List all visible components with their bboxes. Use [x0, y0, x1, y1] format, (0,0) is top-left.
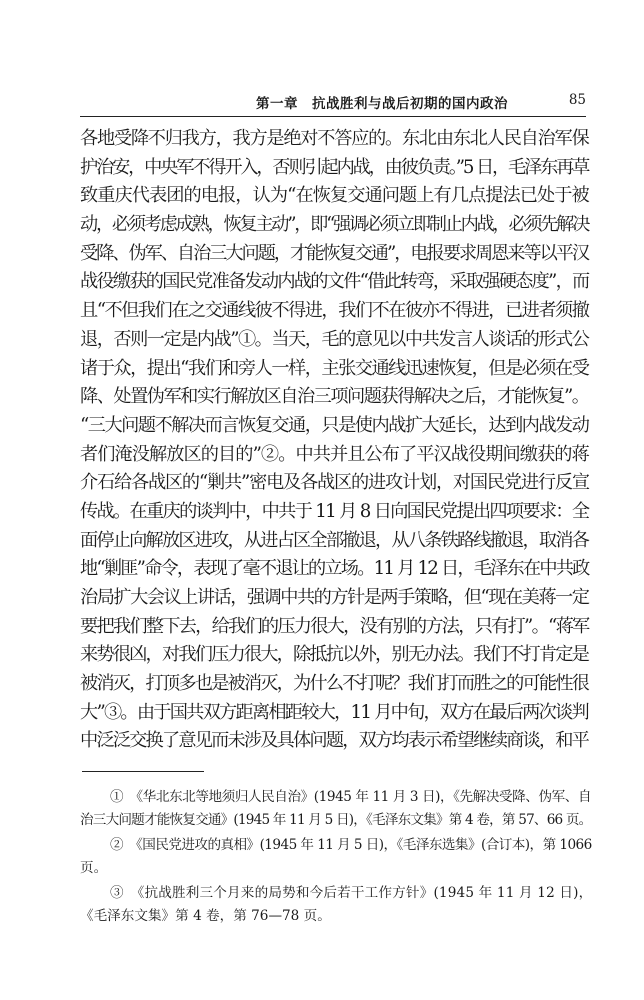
body-text [80, 125, 590, 756]
body-line: 来势很凶，对我们压力很大，除抵抗以外，别无办法。我们不打肯定是 [80, 644, 589, 666]
body-line: 地“剿匪”命令，表现了毫不退让的立场。11 月 12 日，毛泽东在中共政 [80, 558, 589, 580]
body-line: 要把我们整下去，给我们的压力很大，没有别的方法，只有打”。“蒋军 [80, 615, 589, 637]
body-line: 受降、伪军、自治三大问题，才能恢复交通”，电报要求周恩来等以平汉 [80, 242, 589, 264]
body-line: “三大问题不解决而言恢复交通，只是使内战扩大延长，达到内战发动 [80, 414, 589, 436]
body-line: 中泛泛交换了意见而未涉及具体问题，双方均表示希望继续商谈，和平 [80, 730, 589, 752]
footnote-1-line: 治三大问题才能恢复交通》(1945 年 11 月 5 日)，《毛泽东文集》第 4 卷，第 57、66 页。 [80, 812, 592, 828]
body-line: 降、处置伪军和实行解放区自治三项问题获得解决之后，才能恢复”。 [80, 386, 589, 408]
body-line: 者们淹没解放区的目的”②。中共并且公布了平汉战役期间缴获的蒋 [80, 443, 589, 465]
chapter-title: 第一章 抗战胜利与战后初期的国内政治 [256, 96, 508, 112]
body-line: 治局扩大会议上讲话，强调中共的方针是两手策略，但“现在美蒋一定 [80, 587, 589, 608]
running-header [80, 92, 586, 114]
page-number: 85 [568, 92, 586, 108]
footnote-2-line: ② 《国民党进攻的真相》(1945 年 11 月 5 日)，《毛泽东选集》(合订本)，第 1066 [110, 837, 592, 853]
body-line: 传战。在重庆的谈判中，中共于 11 月 8 日向国民党提出四项要求：全 [80, 500, 589, 522]
body-line: 护治安，中央军不得开入，否则引起内战，由彼负责。”5 日，毛泽东再草 [80, 156, 589, 178]
footnote-3-line: ③ 《抗战胜利三个月来的局势和今后若干工作方针》(1945 年 11 月 12 日)， [110, 885, 592, 901]
body-line: 致重庆代表团的电报，认为“在恢复交通问题上有几点提法已处于被 [80, 185, 589, 207]
body-line: 各地受降不归我方，我方是绝对不答应的。东北由东北人民自治军保 [80, 128, 589, 149]
footnote-3-line: 《毛泽东文集》第 4 卷，第 76—78 页。 [80, 908, 331, 924]
body-line: 面停止向解放区进攻，从进占区全部撤退，从八条铁路线撤退，取消各 [80, 529, 589, 551]
footnotes [80, 786, 592, 928]
body-line: 被消灭，打顶多也是被消灭，为什么不打呢？我们打而胜之的可能性很 [80, 673, 589, 695]
body-line: 诸于众，提出“我们和旁人一样，主张交通线迅速恢复，但是必须在受 [80, 357, 589, 379]
body-line: 战役缴获的国民党准备发动内战的文件“借此转弯，采取强硬态度”，而 [80, 271, 589, 293]
footnote-separator [82, 771, 204, 772]
body-line: 动，必须考虑成熟，恢复主动”，即“强调必须立即制止内战，必须先解决 [80, 214, 589, 236]
body-line: 大”③。由于国共双方距离相距较大，11 月中旬，双方在最后两次谈判 [80, 701, 588, 723]
footnote-1-line: ① 《华北东北等地须归人民自治》(1945 年 11 月 3 日)，《先解决受降、伪军、自 [110, 789, 592, 805]
footnote-2-line: 页。 [80, 860, 108, 876]
body-line: 介石给各战区的“剿共”密电及各战区的进攻计划，对国民党进行反宣 [80, 472, 589, 494]
body-line: 退，否则一定是内战”①。当天，毛的意见以中共发言人谈话的形式公 [80, 328, 589, 350]
body-line: 且“不但我们在之交通线彼不得进，我们不在彼亦不得进，已进者须撤 [80, 300, 589, 322]
header-rule [80, 116, 586, 117]
